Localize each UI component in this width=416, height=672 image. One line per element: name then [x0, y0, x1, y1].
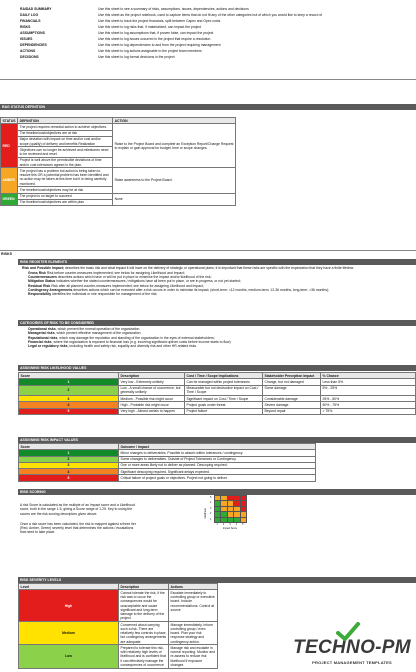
register-element	[0, 266, 416, 270]
sheet-name: ACTIONS	[20, 48, 36, 53]
sheet-description: Use this sheet to log issues occurred in the project that require a resolution	[98, 36, 211, 41]
likelihood-perception: Beyond repair	[263, 408, 321, 414]
rag-red-def: Major deviation with impact on time and/or cost and/or scope (quality) of delivery and benefits Realization	[18, 136, 113, 147]
register-text: describes actions which have or will be put in place to minimise the impact and/or likelihood of the risk;	[57, 275, 212, 280]
likelihood-score: 4	[19, 402, 119, 408]
sheet-index-row	[0, 30, 416, 36]
matrix-x-ticks	[214, 523, 254, 526]
rag-green-label: GREEN	[1, 193, 18, 206]
impact-outcome: One or more areas likely not to deliver as planned. Descoping required.	[119, 462, 316, 468]
matrix-x-tick: 3	[229, 523, 231, 526]
lk-header-perc: Stakeholder Perception Impact	[263, 373, 321, 379]
matrix-y-tick: 5	[210, 496, 212, 499]
likelihood-impl: Project failure	[185, 408, 263, 414]
likelihood-desc: Medium - Possible risk might occur	[119, 396, 185, 402]
sheet-index-row	[0, 24, 416, 30]
severity-actions: Manage risk and escalate in normal reporting. Monitor and re-assess to reduce risk likelihood if exposure changes	[169, 645, 218, 668]
register-term: Mitigation Status	[28, 279, 56, 284]
impact-row	[19, 475, 316, 481]
likelihood-score: 5	[19, 408, 119, 414]
sheet-name: ASSUMPTIONS	[20, 30, 45, 35]
likelihood-score: 2	[19, 385, 119, 396]
risk-register-title: RISK REGISTER ELEMENTS	[18, 259, 416, 265]
sv-header-actions: Actions	[169, 584, 218, 590]
likelihood-chance: Less than 5%	[321, 379, 416, 385]
category-text: where the organization is exposed to financial loss (e.g. incurring significant upfront costs before income starts to flow)	[53, 339, 231, 344]
divider	[0, 79, 416, 80]
likelihood-desc: Low - A small chance of occurrence, but generally unlikely	[119, 385, 185, 396]
sheet-index-row	[0, 42, 416, 48]
rag-red-action: Raise to the Project Board and complete an Exception Report/Change Request to explain or gain approval for budget, time or scope changes.	[113, 124, 236, 168]
matrix-x-tick: 2	[222, 523, 225, 526]
risk-category: Operational risks, which prevent the normal operation of the organization	[28, 327, 140, 331]
rag-amber-def: The timeline/cost/objectives may be at risk	[18, 187, 113, 193]
matrix-x-tick: 1	[216, 523, 218, 526]
severity-desc: Cannot tolerate the risk, if the risk was to occur the consequences would be unacceptable and cause significant and long-term damage to the delivery of the project	[119, 590, 169, 622]
risk-category: Managerial risks, which prevent effective management of the organization	[28, 331, 141, 336]
likelihood-perception: Considerable damage	[263, 396, 321, 402]
category-term: Reputational risks	[28, 335, 58, 340]
matrix-cell	[240, 517, 246, 522]
likelihood-desc: Very high - Almost certain to happen	[119, 408, 185, 414]
rag-red-def: The project requires remedial action to achieve objectives.	[18, 124, 113, 130]
sheet-description: Use this sheet to log assumptions that, if proven false, can impact the project	[98, 30, 214, 35]
severity-row	[19, 645, 218, 668]
rag-green-def: The timeline/cost/objectives are within plan	[18, 199, 113, 205]
rag-section-title: RAG STATUS DEFINITION	[0, 104, 416, 110]
lk-header-score: Score	[19, 373, 119, 379]
scoring-paragraph-2: Once a risk score has been calculated, the risk is mapped against a three tier (Red, Amber, Green) severity level that determines the actions / escalations that need to take place.	[20, 521, 136, 535]
severity-actions: Escalate immediately to controlling group or executive board. Include recommendations. Control at source	[169, 590, 218, 622]
register-term: Contingency Arrangements	[28, 287, 73, 292]
risk-matrix	[203, 494, 266, 544]
rag-red-def: Project is well above the permissible deviations of time and/or cost tolerances agreed in the plan.	[18, 157, 113, 168]
severity-level: High	[19, 590, 119, 622]
risk-register-elements	[0, 266, 416, 296]
impact-outcome: Significant descoping required. Significant delays expected.	[119, 469, 316, 475]
register-term: Residual Risk	[28, 283, 51, 288]
category-text: which prevent effective management of the organization	[56, 331, 141, 336]
divider	[0, 250, 416, 251]
sheet-index	[0, 6, 416, 60]
register-text: describes actions which can be executed after a risk occurs in order to minimise its impact; (short-term: <12 months, medium-term: 12-36 months, long-term: >36 months);	[73, 287, 330, 292]
register-text: describes the basic risk and what impact it will have on the delivery of strategic or operational plans; it is important that these risks are specific with the expectation that they have a finite lifetime.	[64, 266, 355, 270]
impact-table	[18, 443, 316, 482]
severity-level: Medium	[19, 622, 119, 645]
sv-header-level: Level	[19, 584, 119, 590]
sheet-name: RISKS	[20, 24, 31, 29]
likelihood-chance: 5% - 25%	[321, 385, 416, 396]
severity-level: Low	[19, 645, 119, 668]
sv-header-desc: Description	[119, 584, 169, 590]
matrix-row	[215, 517, 247, 522]
matrix-x-tick: 4	[235, 523, 238, 526]
register-text: indicates whether the stated countermeasures / mitigations have all been put in place, or are in progress, or not yet started;	[56, 279, 241, 284]
risk-category: Legal or regulatory risks, including health and safety risk, equality and diversity risk and other HR-related risks.	[28, 344, 198, 348]
scoring-paragraph-1: A risk Score is calculated as the multiple of an Impact score and a Likelihood score, both in the range 1-5, giving a Score range of 1-25. Key to using the scores are the risk scoring descriptors given above.	[20, 503, 135, 516]
sheet-description: Use this sheet to log actions assignable to the project team members	[98, 48, 202, 53]
rag-header-action: ACTION	[113, 118, 236, 124]
sheet-index-row	[0, 6, 416, 12]
sheet-index-row	[0, 18, 416, 24]
likelihood-row	[19, 385, 416, 396]
im-header-score: Score	[19, 444, 119, 450]
risk-categories	[0, 327, 416, 348]
severity-row	[19, 590, 218, 622]
likelihood-perception: Severe damage.	[263, 402, 321, 408]
risk-scoring-title: RISK SCORING	[18, 489, 416, 495]
sheet-index-row	[0, 12, 416, 18]
register-text: identifies the individual or role responsible for management of the risk;	[52, 292, 158, 297]
sheet-index-row	[0, 48, 416, 54]
category-text: including health and safety risk, equality and diversity risk and other HR-related risks.	[69, 344, 198, 348]
severity-title: RISK SEVERITY LEVELS	[18, 577, 416, 583]
severity-desc: Prepared to tolerate this risk, with relatively high levels of likelihood and is confident that it can effectively manage the consequences of occurrence	[119, 645, 169, 668]
matrix-y-tick: 2	[210, 512, 212, 516]
likelihood-row	[19, 408, 416, 414]
likelihood-chance: 25% - 50%	[321, 396, 416, 402]
likelihood-impl: Measurable but not destructive impact on Cost / Time / Scope	[185, 385, 263, 396]
likelihood-impl: Can be managed within project tolerances	[185, 379, 263, 385]
lk-header-desc: Description	[119, 373, 185, 379]
sheet-index-row	[0, 54, 416, 60]
sheet-name: FINANCIALS	[20, 18, 41, 23]
category-term: Managerial risks	[28, 331, 55, 336]
likelihood-impl: Project goals under threat.	[185, 402, 263, 408]
matrix-x-label: Impact Score	[223, 527, 238, 530]
sheet-name: DAILY LOG	[20, 12, 39, 17]
impact-outcome: Some changes to deliverables. Outside of Project Tolerances or Contingency.	[119, 456, 316, 462]
sheet-description: Use this sheet to see a summary of risks, assumptions, issues, dependencies, actions and decisions	[98, 6, 249, 11]
rag-red-label: RED	[1, 124, 18, 168]
register-element	[0, 292, 416, 296]
rag-header-definition: DEFINITION	[18, 118, 113, 124]
lk-header-impl: Cost / Time / Scope Implications	[185, 373, 263, 379]
matrix-y-label: Likelihood	[203, 508, 207, 519]
likelihood-perception: Change, but not damaged	[263, 379, 321, 385]
risk-category: Reputational risks, which may damage the reputation and standing of the organization in the eyes of external stakeholders;	[28, 335, 215, 340]
rag-red-def: Objectives can no longer be achieved and milestones need to be reviewed and reset	[18, 147, 113, 158]
matrix-y-tick: 1	[210, 517, 212, 521]
impact-outcome: Minor changes to deliverables. Possible to absorb within tolerances / contingency.	[119, 450, 316, 456]
category-term: Operational risks	[28, 327, 56, 331]
register-term: Countermeasures	[28, 275, 57, 280]
risk-category: Financial risks, where the organization is exposed to financial loss (e.g. incurring significant upfront costs before income starts to flow)	[28, 339, 231, 344]
sheet-description: Use this sheet to track the project financials, split between Capex and Opex costs	[98, 18, 221, 23]
likelihood-chance: > 75%	[321, 408, 416, 414]
likelihood-score: 3	[19, 396, 119, 402]
impact-score: 4	[19, 469, 119, 475]
category-text: which prevent the normal operation of the organization	[57, 327, 140, 331]
lk-header-chance: % Chance	[321, 373, 416, 379]
matrix-y-tick: 3	[210, 506, 212, 510]
sheet-index-row	[0, 36, 416, 42]
impact-outcome: Critical failure of project goals or objectives. Project not going to deliver.	[119, 475, 316, 481]
im-header-outcome: Outcome / Impact	[119, 444, 316, 450]
likelihood-chance: 50% - 75%	[321, 402, 416, 408]
sheet-name: DECISIONS	[20, 54, 39, 59]
sheet-name: RAIDAD SUMMARY	[20, 6, 52, 11]
sheet-description: Use this sheet to log risks that, if materialized, can impact the project	[98, 24, 202, 29]
logo-wordmark: TECHNO-PM	[293, 637, 411, 658]
likelihood-desc: Very low - Extremely unlikely	[119, 379, 185, 385]
category-term: Financial risks	[28, 339, 52, 344]
rag-amber-label: AMBER	[1, 168, 18, 193]
impact-score: 1	[19, 450, 119, 456]
sheet-description: Use this sheet to log formal decisions in the project	[98, 54, 175, 59]
rag-green-def: The project is on target to succeed	[18, 193, 113, 199]
sheet-name: ISSUES	[20, 36, 33, 41]
severity-table	[18, 583, 218, 669]
impact-score: 5	[19, 475, 119, 481]
severity-desc: Concerned about carrying such a risk. There are relatively few controls in place, but contingency arrangements are adequate	[119, 622, 169, 645]
register-text: Risk after all planned counter-measures implemented; see below for assigning Likelihood and Impact;	[51, 283, 204, 288]
matrix-y-tick: 4	[210, 501, 212, 505]
severity-actions: Manage immediately. Inform controlling group / exec board. Plan your risk response strategy and contingency action.	[169, 622, 218, 645]
risk-categories-title: CATEGORIES OF RISK TO BE CONSIDERED	[18, 320, 416, 326]
rag-header-status: STATUS	[2, 118, 16, 123]
risks-heading: RISKS	[1, 252, 12, 256]
impact-score: 3	[19, 462, 119, 468]
register-term: Risk and Possible Impact;	[22, 266, 65, 270]
likelihood-perception: Some damage	[263, 385, 321, 396]
category-text: which may damage the reputation and standing of the organization in the eyes of external stakeholders;	[59, 335, 215, 340]
rag-red-def: The timeline/cost/objectives are at risk	[18, 130, 113, 136]
sheet-name: DEPENDENCIES	[20, 42, 47, 47]
risk-scoring-text	[20, 503, 136, 535]
register-term: Responsibility	[28, 292, 52, 297]
matrix-x-tick: 5	[242, 523, 244, 526]
rag-table	[0, 117, 236, 206]
sheet-description: Use this sheet to log dependencies to and from the project requiring management	[98, 42, 221, 47]
logo-tagline: PROJECT MANAGEMENT TEMPLATES	[312, 659, 392, 665]
severity-row	[19, 622, 218, 645]
rag-amber-action: Raise awareness to the Project Board.	[113, 168, 236, 193]
likelihood-score: 1	[19, 379, 119, 385]
checkmark-icon	[336, 622, 360, 642]
likelihood-table	[18, 372, 416, 415]
matrix-grid	[214, 495, 247, 523]
rag-green-action: None	[113, 193, 236, 206]
register-text: Risk before counter-measures implemented; see below for assigning Likelihood and Impact;	[46, 270, 185, 275]
likelihood-title: ASSIGNING RISK LIKELIHOOD VALUES	[18, 365, 416, 371]
likelihood-desc: High - Probable risk might occur	[119, 402, 185, 408]
sheet-description: Use this sheet as the project notebook, used to capture items that do not fit any of the other categories but of which you would like to keep a record of	[98, 12, 323, 17]
impact-title: ASSIGNING RISK IMPACT VALUES	[18, 437, 416, 443]
register-term: Gross Risk	[28, 270, 46, 275]
likelihood-impl: Significant impact on Cost / Time / Scope	[185, 396, 263, 402]
category-term: Legal or regulatory risks	[28, 344, 68, 348]
impact-score: 2	[19, 456, 119, 462]
rag-amber-def: The project has a problem but action is being taken to resolve this OR a potential problem has been identified and no action may be taken at this time but it is being carefully monitored.	[18, 168, 113, 187]
